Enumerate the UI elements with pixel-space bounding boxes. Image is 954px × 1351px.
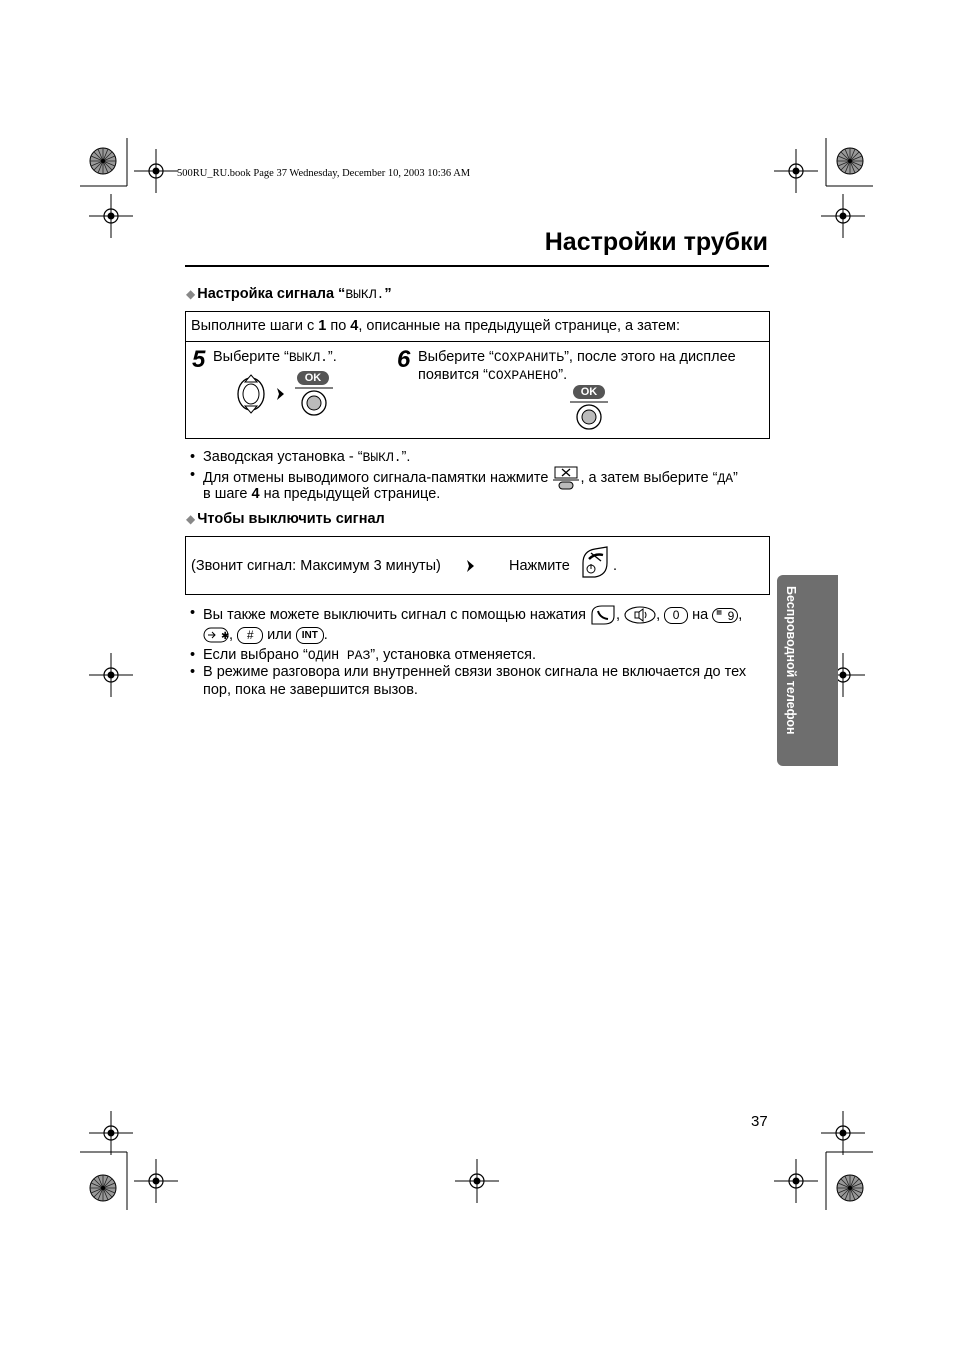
stop-signal-condition: (Звонит сигнал: Максимум 3 минуты) xyxy=(191,558,441,574)
instruction-table-divider xyxy=(185,341,770,342)
step-5-text: Выберите “ВЫКЛ.”. xyxy=(213,349,337,365)
note-once-setting: • Если выбрано “ОДИН РАЗ”, установка отменяется. xyxy=(190,647,537,663)
navigator-key-icon xyxy=(232,373,270,415)
key-0: 0 xyxy=(664,607,688,624)
cancel-soft-key-icon xyxy=(552,466,580,490)
ok-badge: OK xyxy=(573,385,605,399)
key-9-letters-icon: ▦ xyxy=(716,609,722,616)
stop-signal-action: Нажмите xyxy=(509,558,570,574)
side-section-tab-label: Беспроводной телефон xyxy=(784,586,798,735)
page-number: 37 xyxy=(751,1113,768,1130)
title-rule xyxy=(185,265,769,267)
key-hash: # xyxy=(237,627,263,644)
section2-heading: ◆ Чтобы выключить сигнал xyxy=(186,511,385,527)
diamond-icon: ◆ xyxy=(186,512,196,526)
step-6-line2: появится “СОХРАНЕНО”. xyxy=(418,367,568,383)
ok-button-icon xyxy=(294,386,334,418)
ok-badge: OK xyxy=(297,371,329,385)
note-cancel-reminder-line2: в шаге 4 на предыдущей странице. xyxy=(203,486,441,502)
note-talk-mode-line2: пор, пока не завершится вызов. xyxy=(203,682,418,698)
diamond-icon: ◆ xyxy=(186,287,196,301)
instruction-intro: Выполните шаги с 1 по 4, описанные на предыдущей странице, а затем: xyxy=(191,318,681,334)
key-int: INT xyxy=(296,627,324,644)
note-other-keys-line2: ✱ , # или INT . xyxy=(203,626,328,644)
arrow-right-icon xyxy=(274,387,286,401)
star-key-icon xyxy=(203,627,229,643)
section1-heading: ◆ Настройка сигнала “ВЫКЛ.” xyxy=(186,286,392,302)
off-power-key-icon xyxy=(577,545,613,581)
page-title: Настройки трубки xyxy=(544,228,768,256)
step-5-number: 5 xyxy=(192,346,206,373)
note-other-keys: • Вы также можете выключить сигнал с помощью нажатия , , 0 на ▦ 9 , xyxy=(203,604,742,626)
key-9: ▦ 9 xyxy=(712,608,738,623)
step-6-line1: Выберите “СОХРАНИТЬ”, после этого на дисплее xyxy=(418,349,736,365)
talk-key-icon xyxy=(590,604,616,626)
stop-signal-period: . xyxy=(613,558,618,574)
note-factory-setting: • Заводская установка - “ВЫКЛ.”. xyxy=(190,449,411,465)
ok-button-icon xyxy=(569,400,609,432)
svg-text:✱: ✱ xyxy=(221,631,229,643)
speaker-key-icon xyxy=(624,606,656,624)
step-6-number: 6 xyxy=(397,346,411,373)
print-header-line: 500RU_RU.book Page 37 Wednesday, December 10, 2003 10:36 AM xyxy=(177,168,471,179)
note-cancel-reminder: • Для отмены выводимого сигнала-памятки нажмите , а затем выберите “ДА” xyxy=(203,466,738,490)
note-talk-mode: • В режиме разговора или внутренней связи звонок сигнала не включается до тех xyxy=(190,664,747,680)
arrow-right-icon xyxy=(464,559,476,573)
